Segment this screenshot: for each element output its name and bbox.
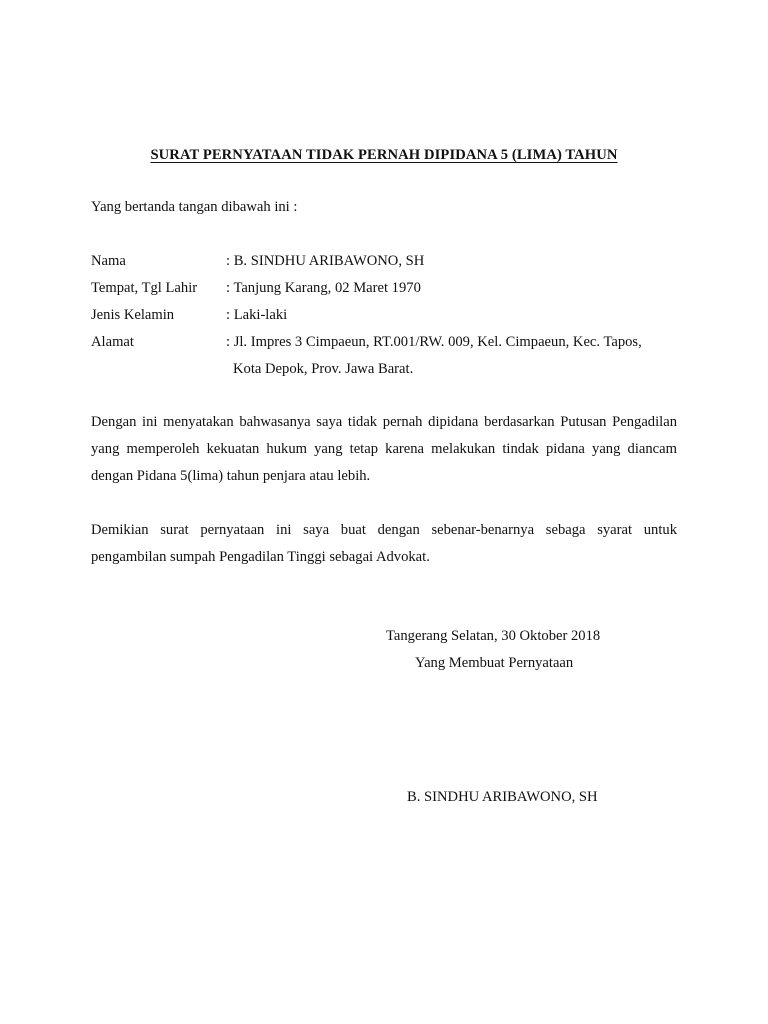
signer-name: B. SINDHU ARIBAWONO, SH xyxy=(407,789,598,805)
statement-line: yang memperoleh kekuatan hukum yang tetap karena melakukan tindak pidana yang diancam xyxy=(91,441,677,457)
statement-line: Dengan ini menyatakan bahwasanya saya tidak pernah dipidana berdasarkan Putusan Pengadilan xyxy=(91,414,677,430)
place-date: Tangerang Selatan, 30 Oktober 2018 xyxy=(386,628,601,644)
field-label-nama: Nama xyxy=(91,253,126,269)
document-title-text: SURAT PERNYATAAN TIDAK PERNAH DIPIDANA 5 (LIMA) TAHUN xyxy=(150,147,618,163)
closing-line: Demikian surat pernyataan ini saya buat dengan sebenar-benarnya sebaga syarat untuk xyxy=(91,522,677,538)
document-title xyxy=(0,147,768,164)
field-label-alamat: Alamat xyxy=(91,334,134,350)
statement-line: dengan Pidana 5(lima) tahun penjara atau lebih. xyxy=(91,468,371,484)
field-value-nama: : B. SINDHU ARIBAWONO, SH xyxy=(226,253,425,269)
field-value-jenis-kelamin: : Laki-laki xyxy=(226,307,288,323)
field-value-alamat: : Jl. Impres 3 Cimpaeun, RT.001/RW. 009, Kel. Cimpaeun, Kec. Tapos, xyxy=(226,334,642,350)
field-label-jenis-kelamin: Jenis Kelamin xyxy=(91,307,175,323)
statement-paragraph xyxy=(91,409,677,490)
intro-text: Yang bertanda tangan dibawah ini : xyxy=(91,199,298,215)
statement-maker-label: Yang Membuat Pernyataan xyxy=(415,655,574,671)
closing-line: pengambilan sumpah Pengadilan Tinggi sebagai Advokat. xyxy=(91,549,430,565)
field-label-tempat-tgl-lahir: Tempat, Tgl Lahir xyxy=(91,280,198,296)
closing-paragraph xyxy=(91,517,677,571)
field-value-tempat-tgl-lahir: : Tanjung Karang, 02 Maret 1970 xyxy=(226,280,421,296)
field-value-alamat-continued: Kota Depok, Prov. Jawa Barat. xyxy=(233,361,414,377)
